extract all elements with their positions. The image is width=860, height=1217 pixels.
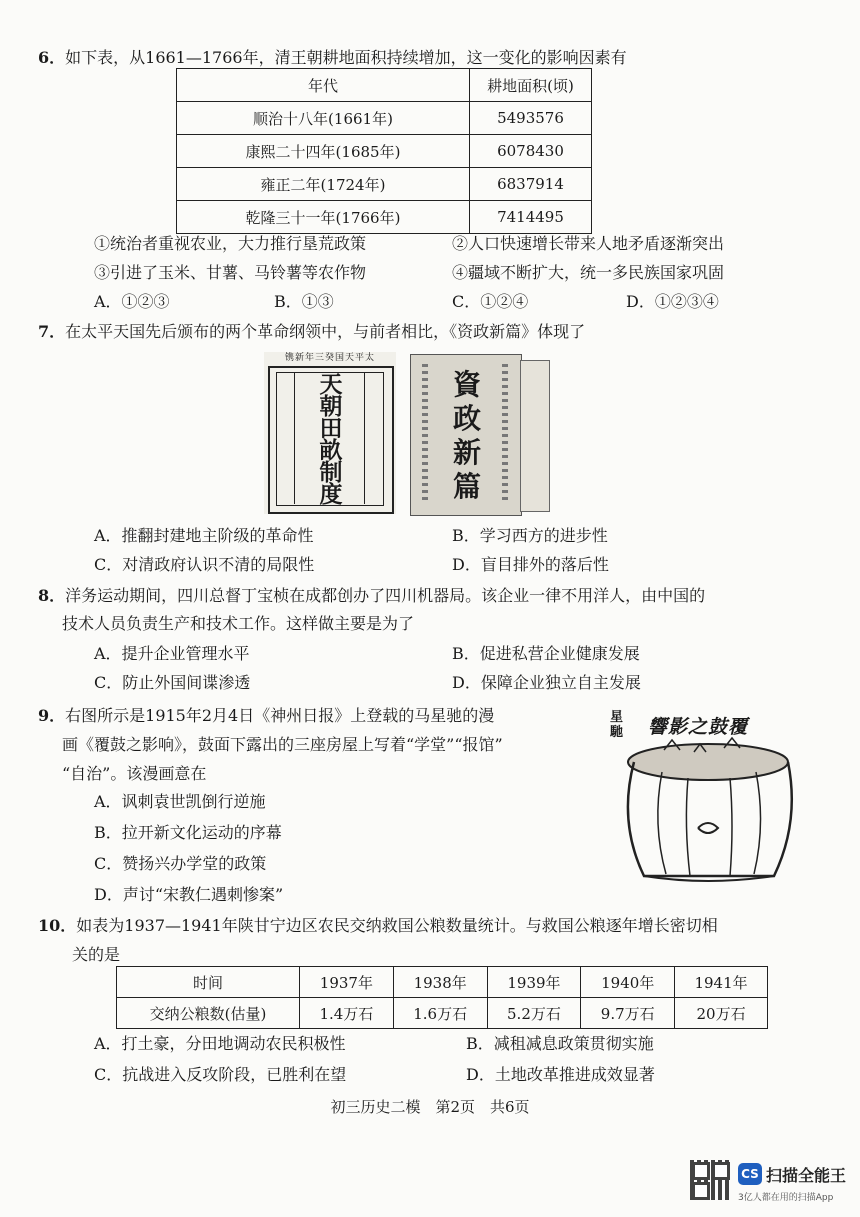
q6-option-b[interactable]: B．①③ bbox=[274, 292, 334, 311]
q6-statement-1: ①统治者重视农业，大力推行垦荒政策 bbox=[94, 234, 367, 253]
table-row: 时间 1937年 1938年 1939年 1940年 1941年 bbox=[117, 967, 768, 998]
q8-option-b[interactable]: B．促进私营企业健康发展 bbox=[452, 644, 640, 663]
q6-statement-3: ③引进了玉米、甘薯、马铃薯等农作物 bbox=[94, 263, 367, 282]
watermark-tagline: 3亿人都在用的扫描App bbox=[738, 1193, 834, 1203]
image2-title: 資 政 新 篇 bbox=[452, 368, 481, 503]
q9-option-d[interactable]: D．声讨“宋教仁遇刺惨案” bbox=[94, 885, 284, 904]
table-row: 交纳公粮数(估量) 1.4万石 1.6万石 5.2万石 9.7万石 20万石 bbox=[117, 998, 768, 1029]
q7-option-b[interactable]: B．学习西方的进步性 bbox=[452, 526, 608, 545]
q7-option-a[interactable]: A．推翻封建地主阶级的革命性 bbox=[94, 526, 314, 545]
question-10-stem: 10．如表为1937—1941年陕甘宁边区农民交纳救国公粮数量统计。与救国公粮逐年增长密切相 bbox=[38, 916, 718, 935]
watermark-name: 扫描全能王 bbox=[766, 1166, 847, 1185]
camscanner-logo-icon: CS bbox=[738, 1163, 762, 1185]
question-8-stem: 8．洋务运动期间，四川总督丁宝桢在成都创办了四川机器局。该企业一律不用洋人，由中国的 bbox=[38, 586, 706, 605]
question-10-stem-cont: 关的是 bbox=[72, 945, 121, 964]
q7-option-c[interactable]: C．对清政府认识不清的局限性 bbox=[94, 555, 315, 574]
q8-option-a[interactable]: A．提升企业管理水平 bbox=[94, 644, 250, 663]
q9-option-a[interactable]: A．讽刺袁世凯倒行逆施 bbox=[94, 792, 266, 811]
image1-title: 天 朝 田 畝 制 度 bbox=[319, 371, 343, 508]
cartoon-title: 響影之鼓覆 bbox=[648, 716, 749, 738]
q10-option-c[interactable]: C．抗战进入反攻阶段，已胜利在望 bbox=[94, 1065, 347, 1084]
q6-header-area: 耕地面积(顷) bbox=[470, 69, 592, 102]
qr-code-icon bbox=[690, 1160, 730, 1200]
q6-option-a[interactable]: A．①②③ bbox=[94, 292, 170, 311]
q6-statement-4: ④疆域不断扩大，统一多民族国家巩固 bbox=[452, 263, 725, 282]
table-row: 顺治十八年(1661年) 5493576 bbox=[177, 102, 592, 135]
table-row: 康熙二十四年(1685年) 6078430 bbox=[177, 135, 592, 168]
q6-option-d[interactable]: D．①②③④ bbox=[626, 292, 719, 311]
zizheng-xinpian-image bbox=[410, 354, 550, 516]
q8-option-c[interactable]: C．防止外国间谍渗透 bbox=[94, 673, 251, 692]
q8-option-d[interactable]: D．保障企业独立自主发展 bbox=[452, 673, 641, 692]
page-footer: 初三历史二模 第2页 共6页 bbox=[330, 1098, 530, 1116]
question-7-stem: 7．在太平天国先后颁布的两个革命纲领中，与前者相比，《资政新篇》体现了 bbox=[38, 322, 586, 341]
q10-option-a[interactable]: A．打土豪，分田地调动农民积极性 bbox=[94, 1034, 346, 1053]
q6-header-year: 年代 bbox=[177, 69, 470, 102]
tianchao-tianmu-zhidu-image bbox=[264, 352, 396, 514]
q6-option-c[interactable]: C．①②④ bbox=[452, 292, 529, 311]
question-6-stem: 6．如下表，从1661—1766年，清王朝耕地面积持续增加，这一变化的影响因素有 bbox=[38, 48, 627, 67]
table-row: 雍正二年(1724年) 6837914 bbox=[177, 168, 592, 201]
q6-table bbox=[176, 68, 592, 234]
question-9-stem-cont: 画《覆鼓之影响》，鼓面下露出的三座房屋上写着“学堂”“报馆” bbox=[62, 735, 503, 754]
q7-option-d[interactable]: D．盲目排外的落后性 bbox=[452, 555, 609, 574]
question-9-stem: 9．右图所示是1915年2月4日《神州日报》上登载的马星驰的漫 bbox=[38, 706, 495, 725]
q10-option-d[interactable]: D．土地改革推进成效显著 bbox=[466, 1065, 655, 1084]
table-row: 乾隆三十一年(1766年) 7414495 bbox=[177, 201, 592, 234]
question-8-stem-cont: 技术人员负责生产和技术工作。这样做主要是为了 bbox=[62, 614, 415, 633]
cartoon-signature: 星馳 bbox=[610, 710, 624, 740]
image1-header: 镌新年三癸国天平太 bbox=[284, 353, 375, 363]
drum-icon bbox=[604, 732, 804, 886]
question-9-stem-cont2: “自治”。该漫画意在 bbox=[62, 764, 207, 783]
q9-option-c[interactable]: C．赞扬兴办学堂的政策 bbox=[94, 854, 267, 873]
drum-cartoon bbox=[604, 708, 804, 886]
q9-option-b[interactable]: B．拉开新文化运动的序幕 bbox=[94, 823, 282, 842]
q10-option-b[interactable]: B．减租减息政策贯彻实施 bbox=[466, 1034, 654, 1053]
q6-statement-2: ②人口快速增长带来人地矛盾逐渐突出 bbox=[452, 234, 725, 253]
q10-table bbox=[116, 966, 768, 1029]
